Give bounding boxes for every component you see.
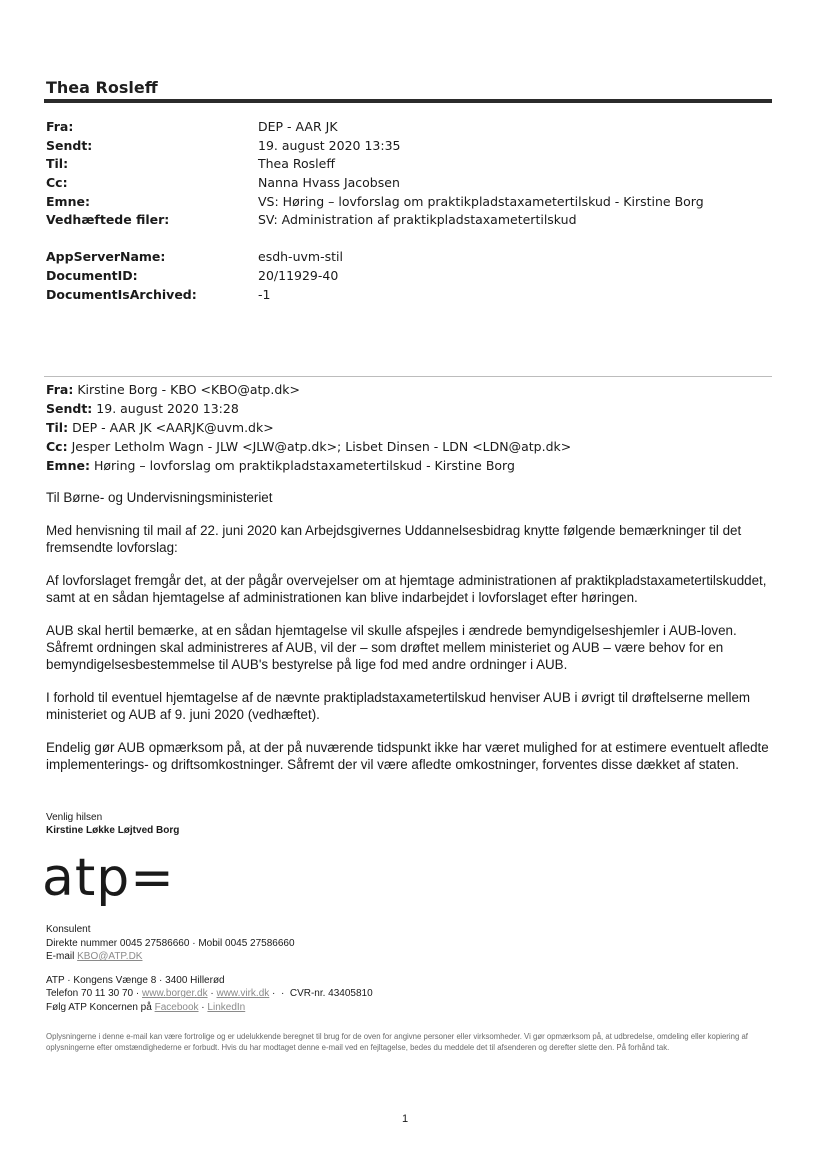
header-divider [44,99,772,103]
linkedin-link[interactable]: LinkedIn [207,1001,246,1013]
meta-key: DocumentID: [46,267,138,283]
contact-email-label: E-mail [46,951,75,962]
meta-value: 20/11929-40 [258,267,339,283]
fwd-cc [46,437,571,456]
document-owner-name: Thea Rosleff [46,78,158,97]
contact-cvr: CVR-nr. 43405810 [289,988,373,999]
meta-value: Thea Rosleff [258,156,335,172]
signature-name: Kirstine Løkke Løjtved Borg [46,825,180,836]
meta-value: Nanna Hvass Jacobsen [258,175,400,191]
meta-value: SV: Administration af praktikpladstaxametertilskud [258,212,577,228]
contact-title: Konsulent [46,924,91,935]
meta-value: DEP - AAR JK [258,119,338,134]
contact-block [46,923,373,1014]
forward-divider [44,376,772,377]
meta-value: 19. august 2020 13:35 [258,137,401,153]
borger-link[interactable]: www.borger.dk [142,988,208,999]
meta-key: Emne: [46,193,90,209]
fwd-sent [46,399,571,418]
virk-link[interactable]: www.virk.dk [216,988,270,999]
contact-phone-line: Telefon 70 11 30 70 · www.borger.dk · www.virk.dk · · CVR-nr. 43405810 [46,988,373,999]
contact-phone: Telefon 70 11 30 70 [46,988,134,999]
facebook-link[interactable]: Facebook [154,1001,199,1013]
contact-address: ATP · Kongens Vænge 8 · 3400 Hillerød [46,974,225,986]
fwd-from [46,380,571,399]
meta-key: DocumentIsArchived: [46,286,197,302]
fwd-subject-value: Høring – lovforslag om praktikpladstaxametertilskud - Kirstine Borg [93,458,515,473]
fwd-sent-label: Sendt: [46,401,93,416]
meta-value: VS: Høring – lovforslag om praktikpladstaxametertilskud - Kirstine Borg [258,193,704,209]
fwd-cc-label: Cc: [46,439,68,454]
contact-phones: Direkte nummer 0045 27586660 · Mobil 0045 27586660 [46,937,295,949]
meta-key: Vedhæftede filer: [46,212,170,228]
body-paragraph-3: AUB skal hertil bemærke, at en sådan hjemtagelse vil skulle afspejles i ændrede bemyndigelseshjemler i AUB-loven. Såfremt ordningen skal administreres af AUB, vil der – som drøftet mellem ministeriet og AUB – være behov for en bemyndigelsesbestemmelse til AUB's bestyrelse på lige fod med andre ordninger i AUB. [46,623,737,672]
body-paragraph-1: Med henvisning til mail af 22. juni 2020 kan Arbejdsgivernes Uddannelsesbidrag knytte følgende bemærkninger til det fremsendte lovforslag: [46,523,742,555]
fwd-subject-label: Emne: [46,458,90,473]
signature-closing: Venlig hilsen [46,812,103,823]
contact-mobile: Mobil 0045 27586660 [198,937,295,949]
fwd-to-value: DEP - AAR JK <AARJK@uvm.dk> [72,420,274,435]
fwd-subject [46,456,571,475]
meta-key: Fra: [46,119,74,134]
fwd-from-value: Kirstine Borg - KBO <KBO@atp.dk> [77,382,300,397]
fwd-cc-value: Jesper Letholm Wagn - JLW <JLW@atp.dk>; Lisbet Dinsen - LDN <LDN@atp.dk> [71,439,572,454]
atp-logo: atp= [42,848,175,908]
signature [46,811,179,837]
meta-value: esdh-uvm-stil [258,249,343,265]
fwd-sent-value: 19. august 2020 13:28 [96,401,239,416]
email-body [46,489,772,789]
meta-value: -1 [258,286,271,302]
fwd-to [46,418,571,437]
contact-email-link[interactable]: KBO@ATP.DK [77,951,143,962]
contact-email-line [46,950,373,964]
body-greeting: Til Børne- og Undervisningsministeriet [46,490,273,505]
meta-key: Sendt: [46,137,93,153]
meta-key: Cc: [46,175,68,191]
meta-key: AppServerName: [46,249,166,265]
contact-direct: Direkte nummer 0045 27586660 [46,937,190,949]
fwd-from-label: Fra: [46,382,74,397]
body-paragraph-2: Af lovforslaget fremgår det, at der pågår overvejelser om at hjemtage administrationen af praktikpladstaxametertilskuddet, samt at en sådan hjemtagelse af administrationen kan blive indarbejdet i lovforslaget efter høringen. [46,573,767,605]
body-paragraph-5: Endelig gør AUB opmærksom på, at der på nuværende tidspunkt ikke har været mulighed for at estimere eventuelt afledte implementerings- og driftsomkostninger. Såfremt der vil være afledte omkostninger, forventes disse dækket af staten. [46,740,769,772]
contact-follow: Følg ATP Koncernen på [46,1001,152,1013]
forwarded-header [46,380,571,475]
fwd-to-label: Til: [46,420,69,435]
meta-key: Til: [46,156,69,172]
body-paragraph-4: I forhold til eventuel hjemtagelse af de nævnte praktipladstaxametertilskud henviser AUB i øvrigt til drøftelserne mellem ministeriet og AUB af 9. juni 2020 (vedhæftet). [46,690,751,722]
page-number: 1 [402,1113,409,1125]
email-disclaimer: Oplysningerne i denne e-mail kan være fortrolige og er udelukkende beregnet til brug for de oven for angivne personer eller virksomheder. Vi gør opmærksom på, at udbredelse, omdeling eller kopiering af oplysningerne efter omstændighederne er forbudt. Hvis du har modtaget denne e-mail ved en fejltagelse, bedes du meddele det til afsenderen og derefter slette den. På forhånd tak. [46,1032,748,1052]
contact-follow-line: Følg ATP Koncernen på Facebook · LinkedIn [46,1001,246,1013]
